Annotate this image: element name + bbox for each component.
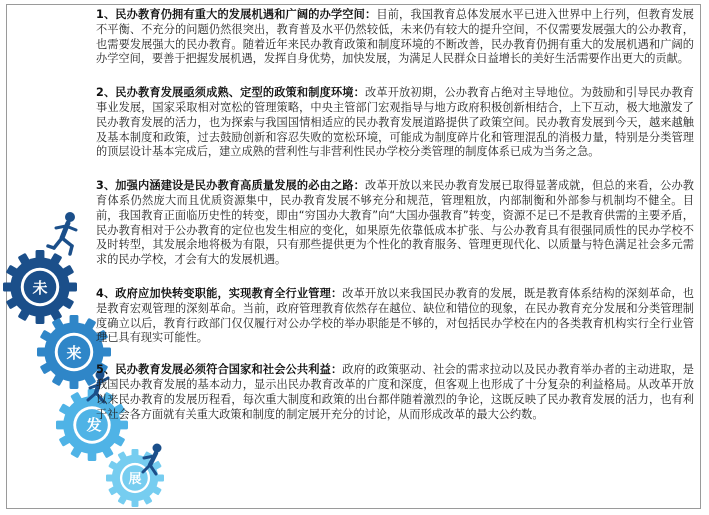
paragraph-body: 改革开放初期，公办教育占绝对主导地位。为鼓励和引导民办教育事业发展，国家采取相对宽松的管理策略，中央主管部门宏观指导与地方政府积极创新相结合，上下互动，极大地激发了民办教育发展的活力，也为探索与我国国情相适应的民办教育发展道路提供了政策空间。民办教育发展到今天，越来越触及基本制度和政策，过去鼓励创新和容忍失败的宽松环境，可能成为制度碎片化和管理混乱的消极力量，特别是分类管理的顶层设计基本完成后，建立成熟的营利性与非营利性民办学校分类管理的制度体系已成为当务之急。	[96, 86, 694, 159]
paragraph-body: 目前，我国教育总体发展水平已进入世界中上行列，但教育发展不平衡、不充分的问题仍然很突出，教育普及水平仍然较低，未来仍有较大的提升空间，不仅需要发展强大的公办教育，也需要发展强大的民办教育。随着近年来民办教育政策和制度环境的不断改善，民办教育仍拥有重大的发展机遇和广阔的办学空间，要善于把握发展机遇，发挥自身优势，加快发展，为满足人民群众日益增长的美好生活需要作出更大的贡献。	[96, 8, 694, 66]
paragraph-5	[96, 363, 694, 422]
paragraph-3	[96, 179, 694, 268]
paragraph-body: 改革开放以来民办教育发展已取得显著成就，但总的来看，公办教育体系仍然庞大而且优质资源集中，民办教育发展不够充分和规范，管理粗放，内部制衡和外部参与机制均不健全。目前，我国教育正面临历史性的转变，即由“穷国办大教育”向“大国办强教育”转变，资源不足已不是教育供需的主要矛盾，民办教育相对于公办教育的定位也发生相应的变化，如果原先依靠低成本扩张、与公办教育具有很强同质性的民办学校不及时转型，其发展余地将极为有限，只有那些提供更为个性化的教育服务、管理更现代化、以质量与特色满足社会多元需求的民办学校，才会有大的发展机遇。	[96, 179, 694, 267]
paragraph-body: 改革开放以来我国民办教育的发展，既是教育体系结构的深刻革命，也是教育宏观管理的深刻革命。当前，政府管理教育依然存在越位、缺位和错位的现象，在民办教育充分发展和分类管理制度确立以后，教育行政部门仅仅履行对公办学校的举办职能是不够的，对包括民办学校在内的各类教育机构实行全行业管理已具有现实可能性。	[96, 286, 694, 345]
paragraph-heading: 4、政府应加快转变职能，实现教育全行业管理：	[96, 286, 343, 300]
paragraph-2	[96, 86, 694, 160]
paragraph-1	[96, 8, 694, 67]
paragraph-heading: 3、加强内涵建设是民办教育高质量发展的必由之路：	[96, 179, 365, 193]
gear-label-1: 未	[32, 279, 48, 297]
paragraph-4	[96, 287, 694, 346]
gear-label-2: 来	[66, 344, 82, 362]
paragraph-heading: 2、民办教育发展亟须成熟、定型的政策和制度环境：	[96, 86, 365, 100]
gear-label-4: 展	[128, 472, 142, 487]
runner-figure-icon	[48, 212, 76, 254]
main-content	[96, 8, 694, 441]
pushing-figure-icon	[143, 444, 162, 475]
gear-label-3: 发	[86, 416, 102, 434]
paragraph-heading: 1、民办教育仍拥有重大的发展机遇和广阔的办学空间：	[96, 8, 377, 21]
paragraph-heading: 5、民办教育发展必须符合国家和社会公共利益：	[96, 363, 343, 377]
paragraph-body: 政府的政策驱动、社会的需求拉动以及民办教育举办者的主动进取，是我国民办教育发展的基本动力，显示出民办教育改革的广度和深度，但客观上也形成了十分复杂的利益格局。从改革开放以来民办教育的发展历程看，每次重大制度和政策的出台都伴随着激烈的争论，这既反映了民办教育发展的活力，也有利于社会各方面就有关重大政策和制度的制定展开充分的讨论，从而形成改革的最大公约数。	[96, 363, 694, 421]
